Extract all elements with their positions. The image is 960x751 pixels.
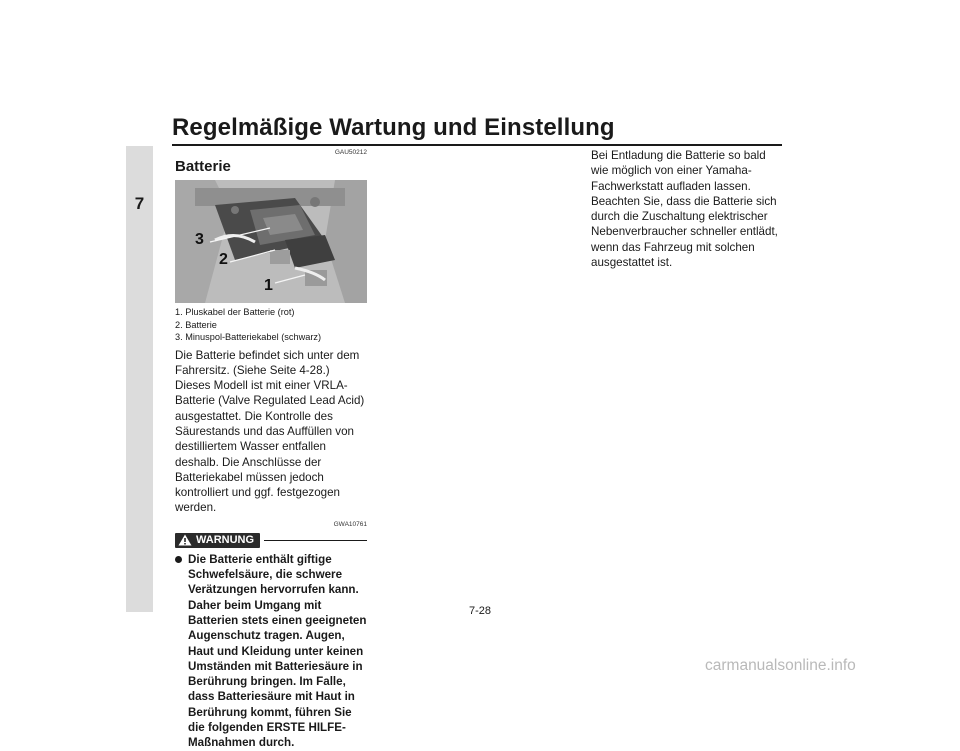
callout-item: 3. Minuspol-Batteriekabel (schwarz) [175, 332, 322, 343]
warning-triangle-icon [178, 534, 192, 546]
warning-code: GWA10761 [333, 520, 367, 528]
chapter-tab [126, 146, 153, 612]
warning-rule [264, 540, 367, 542]
warning-bullet-1 [175, 552, 367, 751]
bullet-dot [175, 556, 182, 563]
chapter-number: 7 [134, 194, 145, 213]
page-number: 7-28 [468, 605, 492, 617]
figure-callouts [175, 306, 367, 343]
section-title: Batterie [175, 158, 231, 175]
warning-badge [175, 533, 260, 548]
figure-label-3: 3 [195, 231, 204, 249]
battery-figure [175, 180, 367, 303]
figure-label-2: 2 [219, 251, 228, 269]
intro-paragraph-1: Die Batterie befindet sich unter dem Fahrersitz. (Siehe Seite 4-28.) [175, 348, 360, 377]
section-code: GAU50212 [334, 149, 367, 156]
callout-item: 2. Batterie [175, 319, 217, 330]
figure-label-1: 1 [264, 277, 273, 295]
warning-label: WARNUNG [196, 533, 255, 546]
warning-bullet-1-text: Die Batterie enthält giftige Schwefelsäure, die schwere Verätzungen hervorrufen kann. Daher beim Umgang mit Batterien stets einen geeigneten Augenschutz tragen. Augen, Haut und Kleidung unter keinen Umständen mit Batteriesäure in Berührung bringen. Im Falle, dass Batteriesäure mit Haut in Berührung kommt, führen Sie die folgenden ERSTE HILFE-Maßnahmen durch. [188, 552, 367, 750]
callout-item: 1. Pluskabel der Batterie (rot) [175, 307, 295, 318]
column-3 [591, 148, 783, 270]
watermark: carmanualsonline.info [705, 657, 856, 674]
intro-paragraph-2: Dieses Modell ist mit einer VRLA-Batterie (Valve Regulated Lead Acid) ausgestattet. Die Kontrolle des Säurestands und das Auffüllen von destilliertem Wasser entfallen deshalb. Die Anschlüsse der Batteriekabel müssen jedoch kontrolliert und ggf. festgezogen werden. [175, 379, 365, 515]
charging-text-continued: Bei Entladung die Batterie so bald wie möglich von einer Yamaha-Fachwerkstatt aufladen lassen. Beachten Sie, dass die Batterie sich durch die Zuschaltung elektrischer Nebenverbraucher schneller entlädt, wenn das Fahrzeug mit solchen ausgestattet ist. [591, 149, 778, 270]
column-1 [175, 148, 367, 751]
warning-header [175, 533, 367, 548]
page-header: Regelmäßige Wartung und Einstellung [172, 114, 615, 141]
header-rule [172, 144, 782, 146]
